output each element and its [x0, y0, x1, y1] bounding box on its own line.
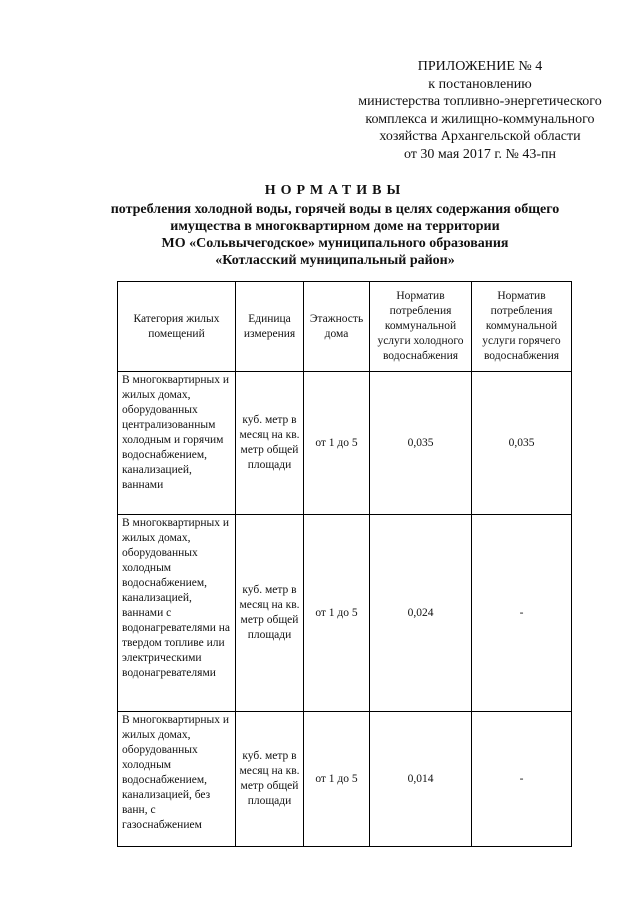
table-header-row: [118, 282, 572, 372]
appendix-line: министерства топливно-энергетического: [358, 94, 602, 110]
cell-floors: от 1 до 5: [304, 372, 370, 515]
cell-category: В многоквартирных и жилых домах, оборудованных холодным водоснабжением, канализацией, без ванн, с газоснабжением: [118, 712, 236, 847]
document-heading: [60, 182, 610, 269]
heading-line: потребления холодной воды, горячей воды в целях содержания общего: [110, 202, 560, 217]
cell-category: В многоквартирных и жилых домах, оборудованных холодным водоснабжением, канализацией, ваннами с водонагревателями на твердом топливе или электрическими водонагревателями: [118, 515, 236, 712]
appendix-block: [330, 58, 630, 164]
header-floors: Этажность дома: [304, 282, 370, 372]
appendix-line: к постановлению: [428, 76, 532, 92]
appendix-line: хозяйства Архангельской области: [379, 129, 581, 145]
norms-table: [117, 281, 572, 847]
header-hot-water: Норматив потребления коммунальной услуги горячего водоснабжения: [472, 282, 572, 372]
appendix-date: от 30 мая 2017 г. № 43-пн: [403, 146, 557, 162]
table-row: [118, 372, 572, 515]
cell-unit: куб. метр в месяц на кв. метр общей площади: [236, 712, 304, 847]
heading-line: «Котласский муниципальный район»: [215, 253, 455, 268]
header-category: Категория жилых помещений: [118, 282, 236, 372]
cell-category: В многоквартирных и жилых домах, оборудованных централизованным холодным и горячим водоснабжением, канализацией, ваннами: [118, 372, 236, 515]
heading-line: МО «Сольвычегодское» муниципального образования: [161, 236, 509, 251]
cell-cold-water: 0,024: [370, 515, 472, 712]
cell-cold-water: 0,035: [370, 372, 472, 515]
cell-floors: от 1 до 5: [304, 712, 370, 847]
cell-unit: куб. метр в месяц на кв. метр общей площади: [236, 515, 304, 712]
cell-hot-water: -: [472, 712, 572, 847]
header-unit: Единица измерения: [236, 282, 304, 372]
cell-hot-water: 0,035: [472, 372, 572, 515]
appendix-line: комплекса и жилищно-коммунального: [365, 111, 595, 127]
appendix-title: ПРИЛОЖЕНИЕ № 4: [417, 59, 543, 74]
cell-hot-water: -: [472, 515, 572, 712]
heading-line: имущества в многоквартирном доме на территории: [170, 219, 500, 234]
cell-unit: куб. метр в месяц на кв. метр общей площади: [236, 372, 304, 515]
document-title: НОРМАТИВЫ: [264, 183, 406, 198]
cell-floors: от 1 до 5: [304, 515, 370, 712]
table-row: [118, 515, 572, 712]
cell-cold-water: 0,014: [370, 712, 472, 847]
header-cold-water: Норматив потребления коммунальной услуги холодного водоснабжения: [370, 282, 472, 372]
table-row: [118, 712, 572, 847]
